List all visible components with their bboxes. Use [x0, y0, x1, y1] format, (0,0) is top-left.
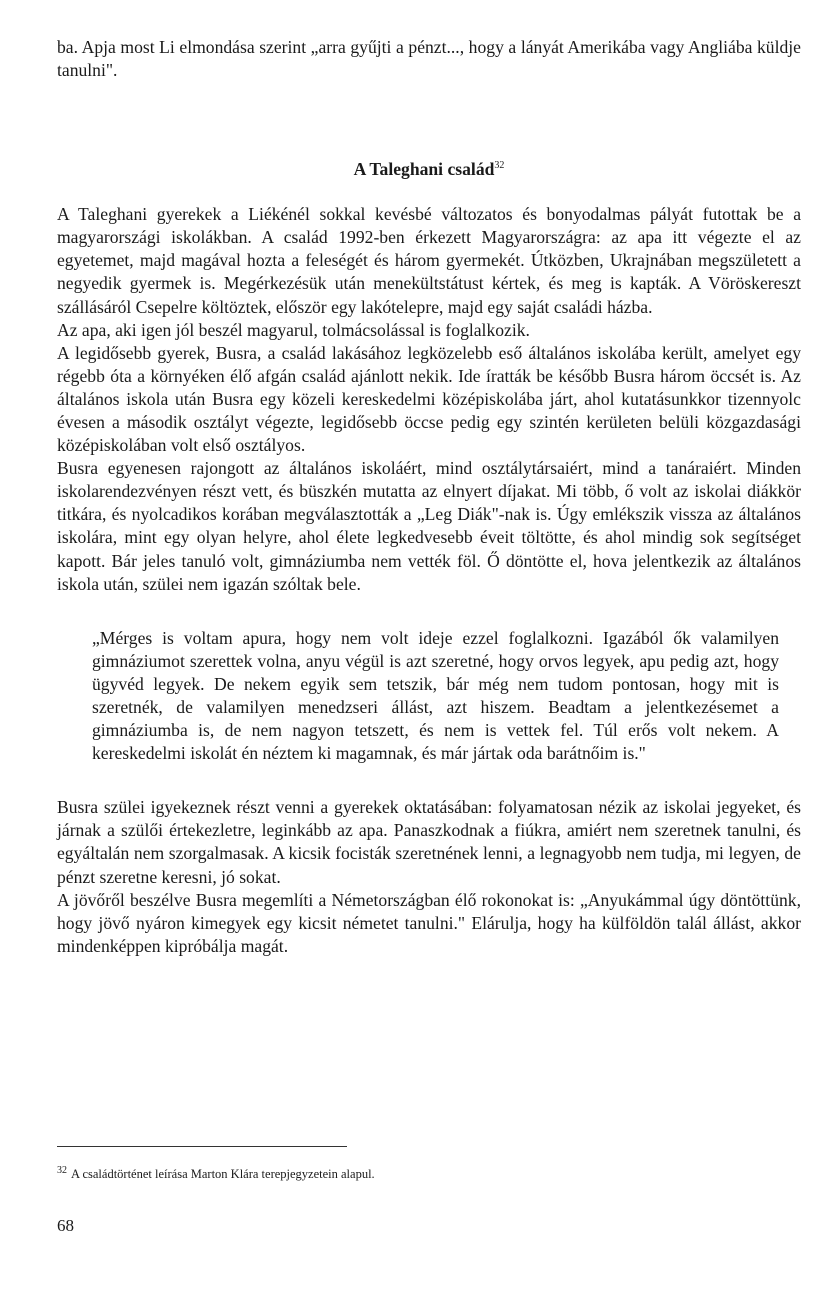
- body-paragraph: Busra egyenesen rajongott az általános iskoláért, mind osztálytársaiért, mind a tanáraiért. Minden iskolarendezvényen részt vett, és büszkén mutatta az elnyert díjakat. Mi több, ő volt az iskolai diákkör titkára, és nyolcadikos korában megválasztották a „Leg Diák"-nak is. Úgy emlékszik vissza az általános iskolára, mint egy olyan helyre, ahol élete legkedvesebb éveit töltötte, és ahol mindig sok segítséget kapott. Bár jeles tanuló volt, gimnáziumba nem vették föl. Ő döntötte el, hova jelentkezik az általános iskola után, szülei nem igazán szóltak bele.: [57, 458, 801, 594]
- intro-paragraph: ba. Apja most Li elmondása szerint „arra gyűjti a pénzt..., hogy a lányát Amerikába vagy Angliába küldje tanulni".: [57, 37, 801, 81]
- footnote-text: A családtörténet leírása Marton Klára terepjegyzetein alapul.: [71, 1167, 375, 1182]
- body-paragraph: Busra szülei igyekeznek részt venni a gyerekek oktatásában: folyamatosan nézik az iskolai jegyeket, és járnak a szülői értekezletre, leginkább az apa. Panaszkodnak a fiúkra, amiért nem szeretnek tanulni, és egyáltalán nem szorgalmasak. A kicsik focisták szeretnének lenni, a legnagyobb nem tudja, mi legyen, de pénzt szeretne keresni, jó sokat.: [57, 797, 801, 887]
- page-body: [57, 36, 801, 958]
- body-paragraph: A Taleghani gyerekek a Liékénél sokkal kevésbé változatos és bonyodalmas pályát futottak be a magyarországi iskolákban. A család 1992-ben érkezett Magyarországra: az apa itt végezte el az egyetemet, majd magával hozta a feleségét és három gyermekét. Útközben, Ukrajnában megszületett a negyedik gyermek is. Megérkezésük után menekültstátust kértek, és meg is kapták. A Vöröskereszt szállásáról Csepelre költöztek, először egy lakótelepre, majd egy saját családi házba.: [57, 204, 801, 317]
- footnote: [57, 1163, 375, 1182]
- section-heading: [57, 154, 801, 181]
- block-quote: „Mérges is voltam apura, hogy nem volt ideje ezzel foglalkozni. Igazából ők valamilyen gimnáziumot szerettek volna, anyu végül is azt szeretné, hogy orvos legyek, apu pedig azt, hogy ügyvéd legyek. De nekem egyik sem tetszik, bár még nem tudom pontosan, hogy mit is szeretnék, de valamilyen menedzseri állást, azt hiszem. Beadtam a jelentkezésemet a gimnáziumba is, de nem nagyon tetszett, és nem is vettek fel. Túl erős volt nekem. A kereskedelmi iskolát én néztem ki magamnak, és már jártak oda barátnőim is.": [92, 627, 779, 764]
- footnote-divider: [57, 1146, 347, 1147]
- page-number: 68: [57, 1216, 74, 1235]
- body-paragraph: Az apa, aki igen jól beszél magyarul, tolmácsolással is foglalkozik.: [57, 319, 530, 340]
- section-title: A Taleghani család: [353, 159, 495, 180]
- body-paragraph: A legidősebb gyerek, Busra, a család lakásához legközelebb eső általános iskolába került, amelyet egy régebb óta a környéken élő afgán család ajánlott nekik. Ide íratták be később Busra három öccsét is. Az általános iskola után Busra egy közeli kereskedelmi középiskolába járt, ahol kutatásunkkor tizennyolc évesen a második osztályt végezte, legidősebb öccse pedig egy szintén kerületen belüli közgazdasági középiskolában volt első osztályos.: [57, 342, 801, 456]
- footnote-number: 32: [57, 1165, 67, 1176]
- body-paragraph: A jövőről beszélve Busra megemlíti a Németországban élő rokonokat is: „Anyukámmal úgy döntöttünk, hogy jövő nyáron kimegyek egy kicsit németet tanulni." Elárulja, hogy ha külföldön talál állást, akkor mindenképpen kipróbálja magát.: [57, 889, 801, 956]
- footnote-reference: 32: [494, 160, 505, 172]
